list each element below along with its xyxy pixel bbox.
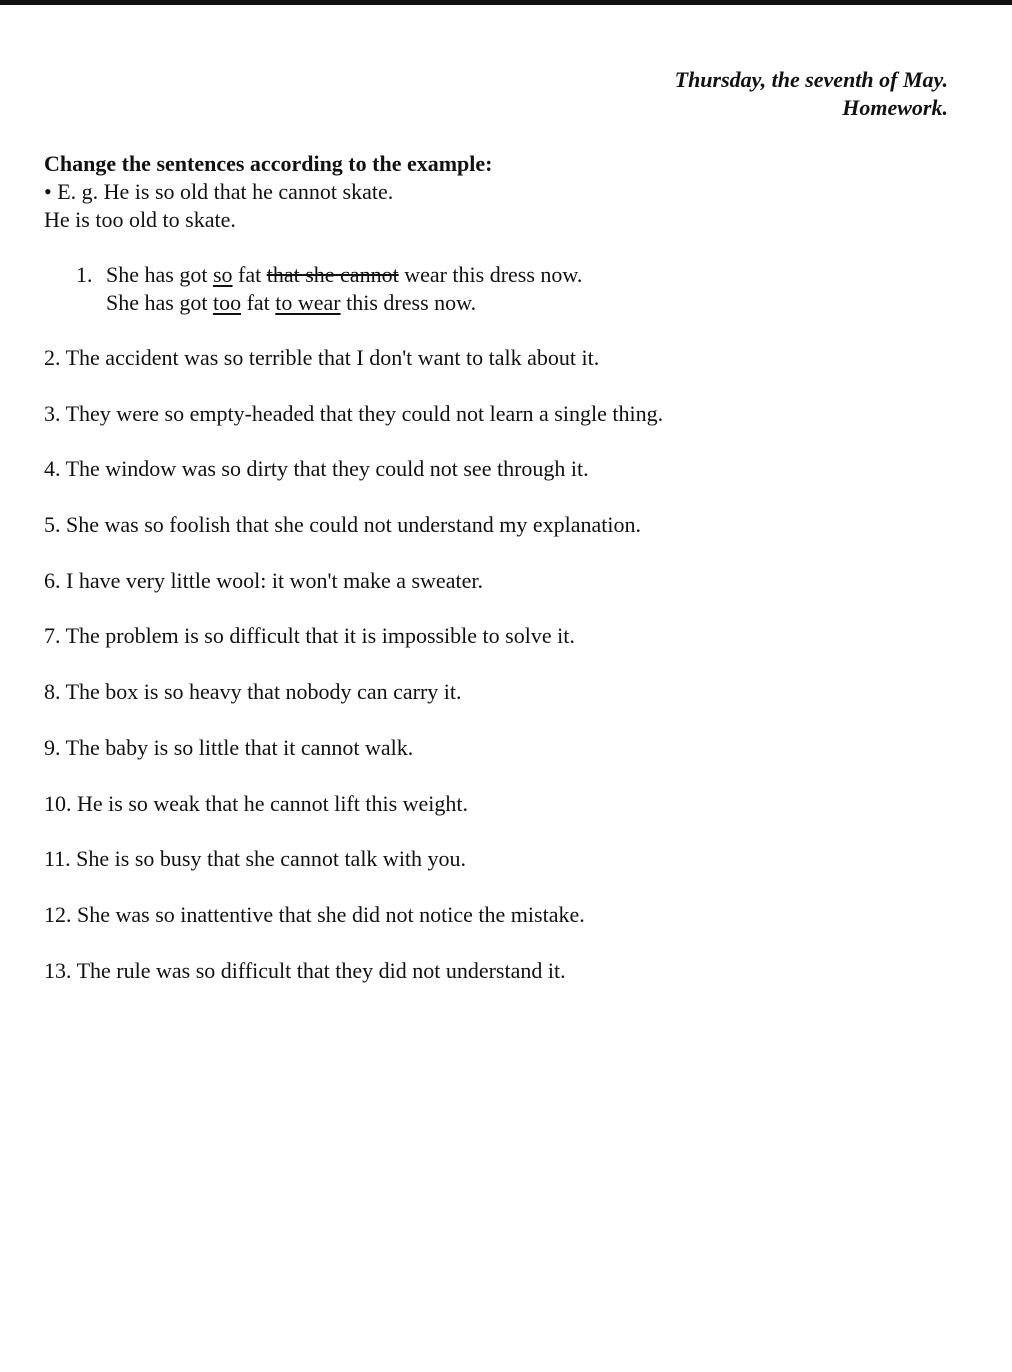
exercise-item: 13. The rule was so difficult that they did not understand it. — [44, 957, 566, 983]
worked-example-original — [76, 261, 974, 289]
exercise-item: 2. The accident was so terrible that I don't want to talk about it. — [44, 345, 600, 370]
exercise-item: 6. I have very little wool: it won't make a sweater. — [44, 567, 483, 593]
item-number: 1. — [76, 262, 93, 287]
underlined-word: to wear — [275, 290, 341, 315]
document-body — [44, 150, 974, 1012]
text-segment: fat — [232, 262, 267, 287]
example-block — [44, 178, 974, 234]
example-answer: He is too old to skate. — [44, 207, 236, 232]
example-sentence — [44, 178, 974, 206]
text-segment: fat — [241, 290, 276, 315]
exercise-item: 4. The window was so dirty that they could not see through it. — [44, 456, 589, 482]
date-line: Thursday, the seventh of May. — [674, 67, 948, 92]
underlined-word: so — [212, 262, 233, 287]
text-segment: this dress now. — [340, 290, 477, 315]
example-original: E. g. He is so old that he cannot skate. — [57, 179, 394, 204]
exercise-list — [44, 344, 974, 985]
text-segment: wear this dress now. — [398, 262, 583, 287]
text-segment: She has got — [106, 290, 213, 315]
exercise-item: 3. They were so empty-headed that they could not learn a single thing. — [44, 400, 664, 426]
homework-title: Homework. — [842, 95, 948, 120]
struck-text: that she cannot — [266, 262, 399, 287]
worked-example — [76, 261, 974, 317]
worked-example-answer — [76, 289, 974, 317]
exercise-item: 7. The problem is so difficult that it is impossible to solve it. — [44, 623, 575, 649]
exercise-item: 5. She was so foolish that she could not understand my explanation. — [44, 512, 641, 538]
bullet: • — [44, 179, 52, 204]
top-border — [0, 0, 1012, 5]
exercise-item: 10. He is so weak that he cannot lift this weight. — [44, 790, 469, 816]
underlined-word: too — [212, 290, 242, 315]
exercise-item: 8. The box is so heavy that nobody can carry it. — [44, 679, 462, 705]
exercise-item: 12. She was so inattentive that she did not notice the mistake. — [44, 901, 585, 927]
instruction-heading: Change the sentences according to the example: — [44, 151, 493, 176]
page-header — [675, 66, 948, 122]
exercise-item: 11. She is so busy that she cannot talk with you. — [44, 846, 467, 872]
text-segment: She has got — [106, 262, 213, 287]
exercise-item: 9. The baby is so little that it cannot walk. — [44, 734, 414, 760]
